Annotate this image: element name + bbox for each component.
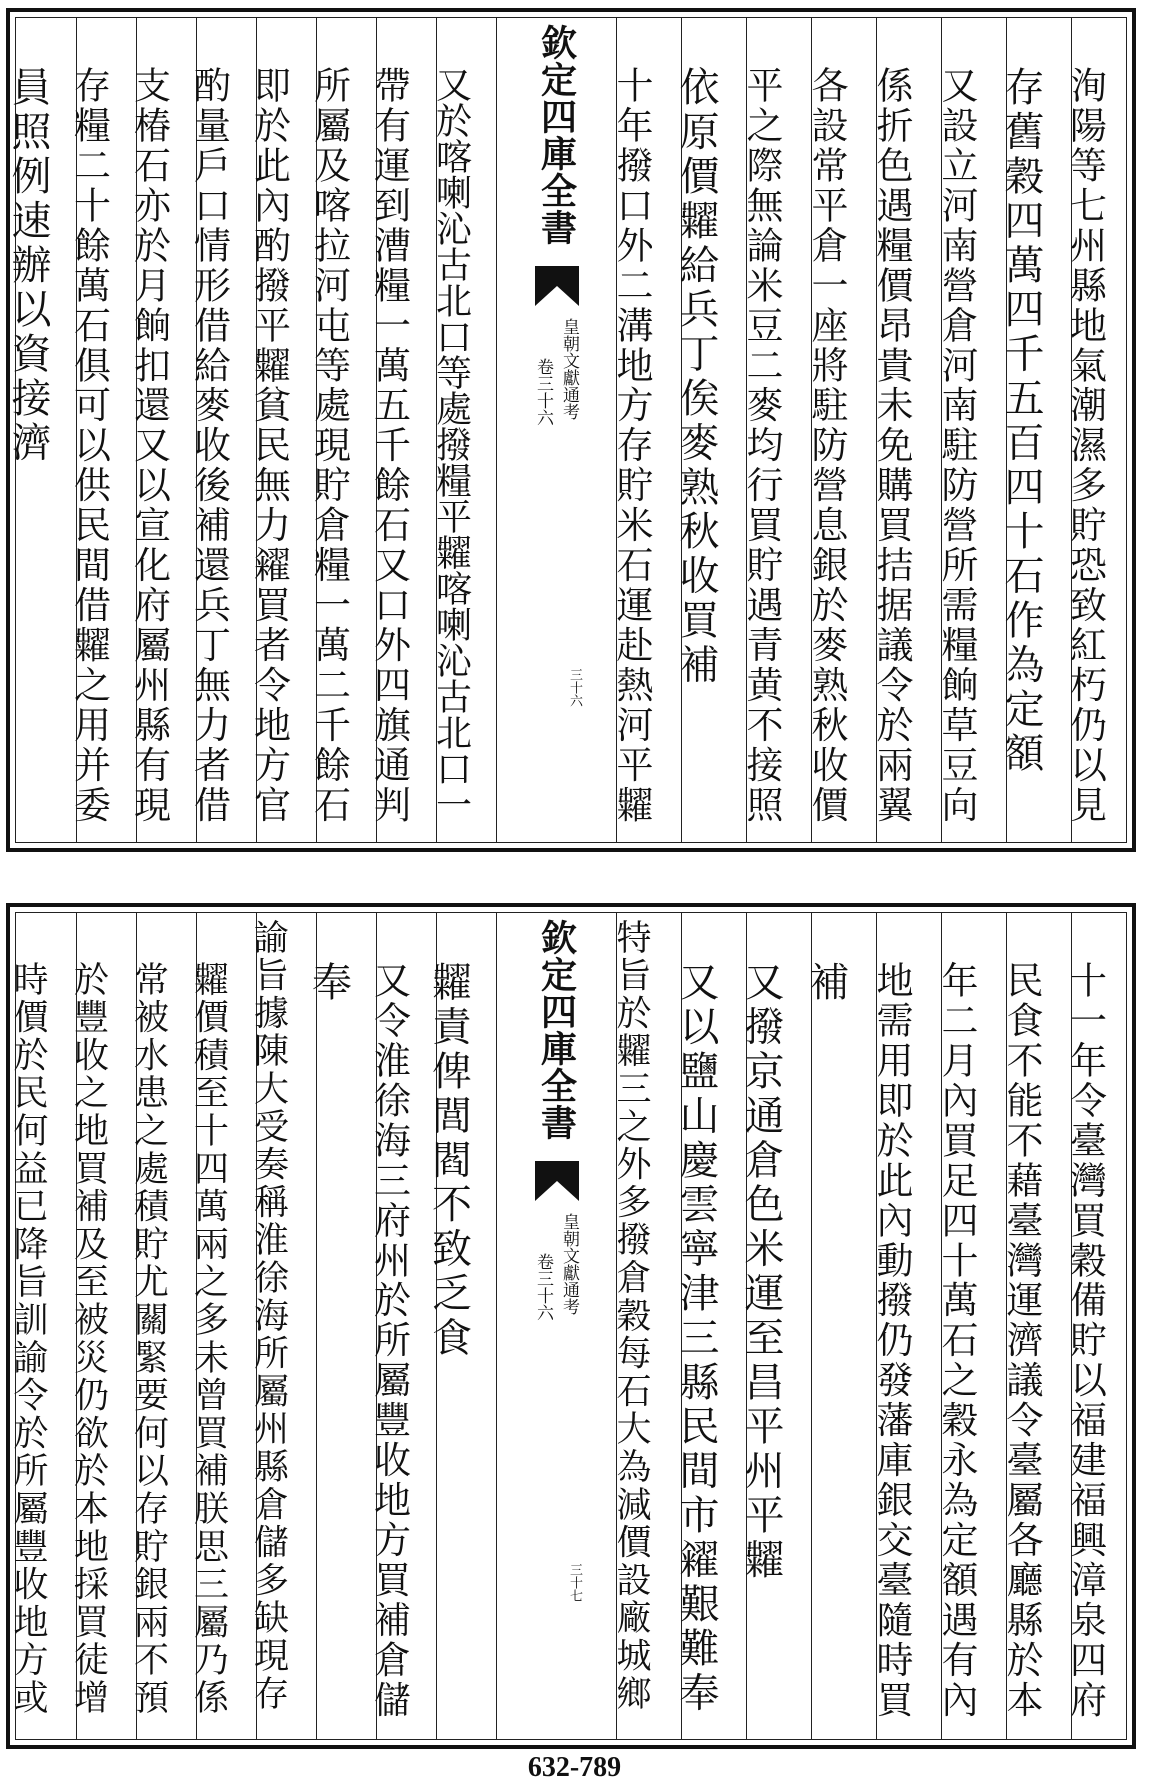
column-text: 支椿石亦於月餉扣還又以宣化府屬州縣有現: [127, 66, 171, 826]
column-text: 補: [803, 961, 849, 1006]
column-text: 平之際無論米豆二麥均行買貯遇青黄不接照: [740, 66, 783, 826]
page-number: 632-789: [527, 1752, 622, 1783]
column-text: 各設常平倉一座將駐防營息銀於麥熟秋收價: [805, 66, 848, 826]
leaf-number: 三十六: [567, 668, 582, 707]
text-column: [430, 18, 496, 842]
column-text: 時價於民何益已降旨訓諭令於所屬豐收地方或: [8, 961, 48, 1717]
column-text: 地需用即於此內動撥仍發藩庫銀交臺隨時買: [870, 961, 913, 1721]
column-text: 又於喀喇沁古北口等處撥糧平糶喀喇沁古北口一: [430, 66, 472, 822]
volume-title: 卷三十六: [533, 358, 553, 426]
column-text: 諭旨據陳大受奏稱淮徐海所屬州縣倉儲多缺現存: [248, 919, 289, 1713]
volume-title: 卷三十六: [533, 1253, 553, 1321]
sub-title: 皇朝文獻通考: [559, 318, 579, 420]
column-text: 常被水患之處積貯尤關緊要何以存貯銀兩不預: [128, 961, 169, 1717]
text-column: [1063, 913, 1133, 1739]
column-text: 糶價積至十四萬兩之多未曾買補朕思三屬乃係: [188, 961, 229, 1717]
fish-tail-icon: [535, 266, 579, 306]
column-text: 依原價糶給兵丁俟麥熟秋收買補: [673, 66, 719, 688]
fish-tail-icon: [535, 1161, 579, 1201]
column-text: 又撥京通倉色米運至昌平州平糶: [738, 961, 784, 1583]
column-text: 年二月內買足四十萬石之穀永為定額遇有內: [935, 961, 978, 1721]
column-text: 酌量戶口情形借給麥收後補還兵丁無力者借: [187, 66, 231, 826]
sub-title: 皇朝文獻通考: [559, 1213, 579, 1315]
column-text: 十年撥口外二溝地方存貯米石運赴熱河平糶: [610, 66, 653, 826]
leaf-number: 三十七: [567, 1563, 582, 1602]
bottom-page: [6, 903, 1136, 1749]
column-text: 洵陽等七州縣地氣潮濕多貯恐致紅朽仍以見: [1063, 66, 1107, 826]
bottom-page-frame: [8, 912, 1127, 1740]
column-text: 又設立河南營倉河南駐防營所需糧餉草豆向: [935, 66, 978, 826]
column-text: 民食不能不藉臺灣運濟議令臺屬各廳縣於本: [1000, 961, 1043, 1721]
column-text: 奉: [305, 961, 352, 1006]
top-page-frame: [5, 17, 1127, 843]
column-text: 又令淮徐海三府州於所屬豐收地方買補倉儲: [367, 961, 411, 1721]
text-column: [248, 913, 316, 1739]
column-text: 特旨於糶三之外多撥倉穀每石大為減價設廠城鄉: [611, 919, 651, 1713]
column-text: 存糧二十餘萬石俱可以供民間借糶之用并委: [67, 66, 111, 826]
book-title: 欽定四庫全書: [535, 24, 578, 246]
top-page: [6, 8, 1136, 852]
column-text: 糶責俾閭閻不致乏食: [425, 961, 472, 1361]
column-text: 於豐收之地買補及至被災仍欲於本地採買徒增: [68, 961, 109, 1717]
text-column: [1063, 18, 1133, 842]
text-column: [738, 913, 811, 1739]
column-text: 十一年令臺灣買穀備貯以福建福興漳泉四府: [1063, 961, 1107, 1721]
column-text: 員照例速辦以資接濟: [5, 66, 51, 466]
column-text: 帶有運到漕糧一萬五千餘石又口外四旗通判: [367, 66, 411, 826]
column-text: 所屬及喀拉河屯等處現貯倉糧一萬二千餘石: [307, 66, 351, 826]
text-column: [425, 913, 496, 1739]
book-title: 欽定四庫全書: [535, 919, 578, 1141]
column-text: 係折色遇糧價昂貴未免購買拮据議令於兩翼: [870, 66, 913, 826]
column-text: 存舊穀四萬四千五百四十石作為定額: [998, 66, 1044, 777]
column-text: 又以鹽山慶雲寧津三縣民間市糴艱難奉: [673, 961, 719, 1716]
column-text: 即於此內酌撥平糶貧民無力糴買者令地方官: [247, 66, 291, 826]
